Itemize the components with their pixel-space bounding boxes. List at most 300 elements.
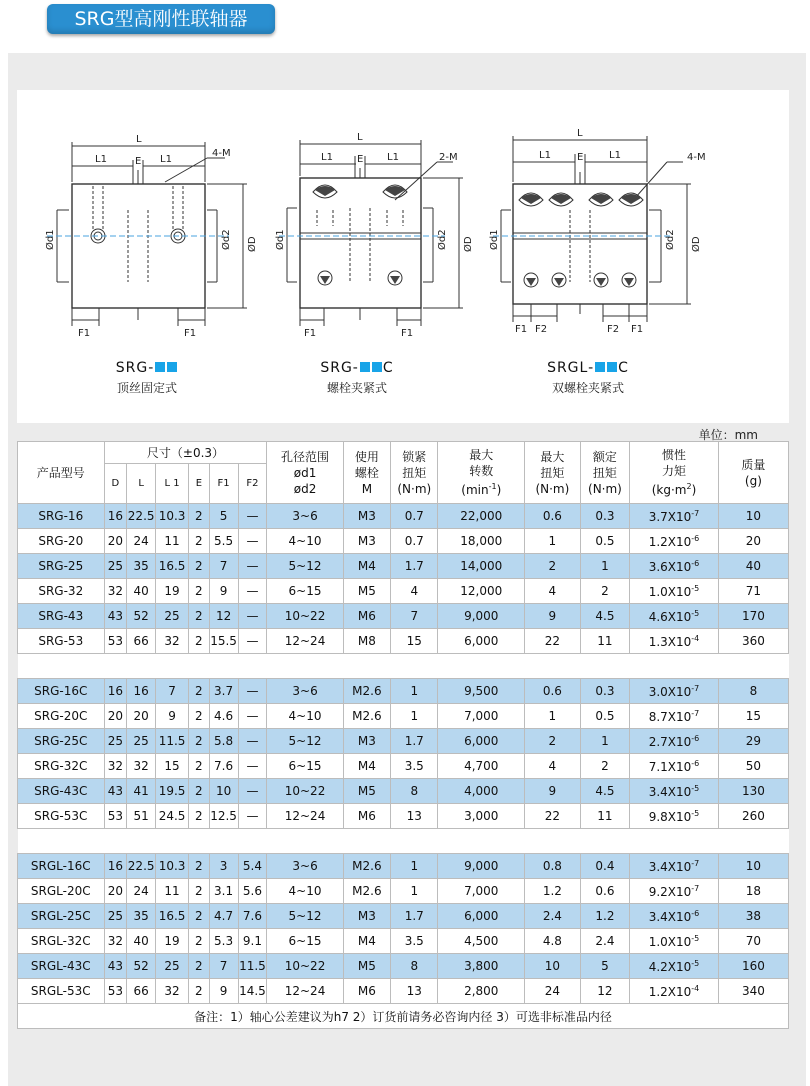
cell-f2: —	[238, 554, 267, 579]
cell-bolt: M3	[343, 729, 390, 754]
cell-d: 32	[104, 929, 127, 954]
cell-speed: 4,000	[438, 779, 525, 804]
cell-speed: 2,800	[438, 979, 525, 1004]
cell-maxt: 10	[525, 954, 581, 979]
cell-maxt: 22	[525, 629, 581, 654]
dim-F2-left: F2	[535, 324, 548, 335]
inertia-base: 3.7X10	[648, 509, 692, 524]
cell-speed: 7,000	[438, 704, 525, 729]
cell-maxt: 0.8	[525, 854, 581, 879]
cell-model: SRG-53C	[18, 804, 105, 829]
cell-e: 2	[189, 879, 210, 904]
cell-l1: 11.5	[156, 729, 189, 754]
cell-lock: 1	[391, 879, 438, 904]
inertia-exponent: -6	[691, 908, 700, 918]
dim-F1-left: F1	[78, 328, 91, 339]
dim-d1: Ød1	[275, 229, 286, 250]
cell-inertia	[630, 754, 719, 779]
cell-bolt: M2.6	[343, 704, 390, 729]
cell-l: 40	[127, 579, 156, 604]
cell-model: SRG-20	[18, 529, 105, 554]
cell-f2: —	[238, 679, 267, 704]
cell-f1: 5	[209, 504, 238, 529]
cell-maxt: 0.6	[525, 679, 581, 704]
cell-l: 24	[127, 879, 156, 904]
inertia-exponent: -4	[691, 983, 700, 993]
cell-mass: 20	[718, 529, 788, 554]
cell-d: 25	[104, 729, 127, 754]
cell-ratedt: 0.3	[580, 679, 629, 704]
header-inertia: 惯性 力矩 $(kg\cdot m^2)$	[630, 442, 719, 504]
dim-F1-right: F1	[184, 328, 197, 339]
cell-lock: 1	[391, 854, 438, 879]
cell-l1: 32	[156, 629, 189, 654]
inertia-base: 3.4X10	[648, 859, 692, 874]
inertia-base: 8.7X10	[648, 709, 692, 724]
cell-f2: —	[238, 604, 267, 629]
cell-ratedt: 5	[580, 954, 629, 979]
table-row	[18, 904, 789, 929]
cell-d: 32	[104, 579, 127, 604]
cell-inertia	[630, 729, 719, 754]
cell-mass: 15	[718, 704, 788, 729]
cell-l: 66	[127, 979, 156, 1004]
header-bolt: 使用 螺栓 M	[343, 442, 390, 504]
cell-bore: 6~15	[267, 929, 343, 954]
cell-inertia	[630, 679, 719, 704]
cell-d: 20	[104, 879, 127, 904]
cell-inertia	[630, 604, 719, 629]
inertia-base: 3.4X10	[648, 784, 692, 799]
cell-inertia	[630, 804, 719, 829]
cell-e: 2	[189, 804, 210, 829]
cell-l1: 11	[156, 529, 189, 554]
cell-model: SRG-53	[18, 629, 105, 654]
dim-E: E	[357, 154, 364, 165]
cell-inertia	[630, 529, 719, 554]
cell-ratedt: 11	[580, 629, 629, 654]
cell-f2: 9.1	[238, 929, 267, 954]
cell-maxt: 4	[525, 754, 581, 779]
cell-lock: 8	[391, 954, 438, 979]
cell-e: 2	[189, 629, 210, 654]
cell-ratedt: 0.6	[580, 879, 629, 904]
cell-bolt: M2.6	[343, 854, 390, 879]
dim-L: L	[136, 134, 142, 145]
cell-l1: 16.5	[156, 554, 189, 579]
header-max-torque: 最大 扭矩 (N·m)	[525, 442, 581, 504]
table-row	[18, 679, 789, 704]
cell-maxt: 2	[525, 554, 581, 579]
cell-inertia	[630, 879, 719, 904]
inertia-exponent: -6	[691, 533, 700, 543]
cell-bore: 3~6	[267, 679, 343, 704]
cell-f1: 10	[209, 779, 238, 804]
inertia-exponent: -7	[691, 683, 700, 693]
cell-l: 35	[127, 904, 156, 929]
cell-bore: 4~10	[267, 704, 343, 729]
cell-e: 2	[189, 579, 210, 604]
dim-M: 2-M	[439, 152, 458, 163]
inertia-base: 1.2X10	[648, 984, 692, 999]
cell-speed: 6,000	[438, 729, 525, 754]
cell-l: 40	[127, 929, 156, 954]
cell-inertia	[630, 954, 719, 979]
cell-l1: 25	[156, 954, 189, 979]
cell-l: 52	[127, 954, 156, 979]
cell-f1: 7	[209, 954, 238, 979]
cell-f1: 12.5	[209, 804, 238, 829]
cell-bore: 10~22	[267, 954, 343, 979]
cell-l1: 7	[156, 679, 189, 704]
cell-e: 2	[189, 854, 210, 879]
cell-bore: 6~15	[267, 754, 343, 779]
cell-model: SRG-20C	[18, 704, 105, 729]
cell-f2: 14.5	[238, 979, 267, 1004]
inertia-base: 3.6X10	[648, 559, 692, 574]
cell-mass: 10	[718, 504, 788, 529]
inertia-base: 4.2X10	[648, 959, 692, 974]
cell-l: 66	[127, 629, 156, 654]
cell-model: SRGL-16C	[18, 854, 105, 879]
cell-d: 20	[104, 704, 127, 729]
cell-l: 20	[127, 704, 156, 729]
cell-speed: 9,500	[438, 679, 525, 704]
cell-speed: 3,000	[438, 804, 525, 829]
cell-d: 43	[104, 779, 127, 804]
dim-L1-right: L1	[609, 150, 621, 161]
cell-speed: 6,000	[438, 904, 525, 929]
table-row	[18, 729, 789, 754]
dim-L1-left: L1	[95, 154, 107, 165]
inertia-base: 1.2X10	[648, 534, 692, 549]
header-L1: L 1	[156, 464, 189, 504]
cell-ratedt: 1	[580, 554, 629, 579]
cell-bore: 6~15	[267, 579, 343, 604]
cell-mass: 40	[718, 554, 788, 579]
cell-ratedt: 0.5	[580, 529, 629, 554]
dim-L1-left: L1	[321, 152, 333, 163]
table-row	[18, 854, 789, 879]
cell-maxt: 24	[525, 979, 581, 1004]
cell-maxt: 2.4	[525, 904, 581, 929]
inertia-base: 3.0X10	[648, 684, 692, 699]
table-note: 备注：1）轴心公差建议为h7 2）订货前请务必咨询内径 3）可选非标准品内径	[18, 1004, 789, 1029]
cell-l1: 25	[156, 604, 189, 629]
cell-f2: 5.6	[238, 879, 267, 904]
cell-bolt: M3	[343, 904, 390, 929]
header-max-speed: 最大 转数 $(\min^{-1})$	[438, 442, 525, 504]
cell-lock: 1	[391, 679, 438, 704]
caption-srgl-c-desc: 双螺栓夹紧式	[551, 381, 624, 395]
caption-srg-model: SRG-	[115, 360, 155, 376]
cell-d: 16	[104, 679, 127, 704]
cell-f2: —	[238, 754, 267, 779]
cell-speed: 22,000	[438, 504, 525, 529]
dim-d1: Ød1	[45, 229, 56, 250]
cell-mass: 10	[718, 854, 788, 879]
cell-f1: 3.1	[209, 879, 238, 904]
cell-inertia	[630, 854, 719, 879]
cell-e: 2	[189, 704, 210, 729]
cell-e: 2	[189, 729, 210, 754]
cell-speed: 6,000	[438, 629, 525, 654]
caption-srg-desc: 顶丝固定式	[116, 381, 177, 395]
cell-speed: 12,000	[438, 579, 525, 604]
table-row	[18, 504, 789, 529]
cell-l1: 24.5	[156, 804, 189, 829]
cell-bolt: M2.6	[343, 679, 390, 704]
cell-mass: 38	[718, 904, 788, 929]
inertia-exponent: -7	[691, 883, 700, 893]
cell-l1: 19	[156, 929, 189, 954]
spec-table-body	[18, 504, 789, 1029]
cell-lock: 13	[391, 804, 438, 829]
inertia-base: 3.4X10	[648, 909, 692, 924]
cell-maxt: 9	[525, 604, 581, 629]
dim-L1-right: L1	[387, 152, 399, 163]
cell-e: 2	[189, 779, 210, 804]
cell-e: 2	[189, 954, 210, 979]
table-row	[18, 954, 789, 979]
dim-L: L	[357, 132, 363, 143]
dim-F1-right: F1	[631, 324, 644, 335]
cell-lock: 1.7	[391, 904, 438, 929]
cell-bore: 12~24	[267, 979, 343, 1004]
dim-F1-right: F1	[401, 328, 414, 339]
table-row	[18, 554, 789, 579]
cell-d: 43	[104, 954, 127, 979]
inertia-exponent: -6	[691, 558, 700, 568]
cell-ratedt: 2	[580, 754, 629, 779]
cell-e: 2	[189, 679, 210, 704]
page-title-badge	[47, 4, 275, 34]
dim-E: E	[577, 152, 584, 163]
cell-d: 25	[104, 554, 127, 579]
cell-bolt: M6	[343, 979, 390, 1004]
cell-maxt: 1	[525, 529, 581, 554]
table-row	[18, 879, 789, 904]
dim-D: ØD	[247, 236, 258, 252]
dim-M: 4-M	[687, 152, 706, 163]
cell-lock: 8	[391, 779, 438, 804]
cell-bolt: M4	[343, 554, 390, 579]
dim-d2: Ød2	[665, 229, 676, 250]
dim-E: E	[135, 156, 142, 167]
inertia-exponent: -5	[691, 608, 700, 618]
cell-e: 2	[189, 504, 210, 529]
cell-maxt: 1	[525, 704, 581, 729]
cell-e: 2	[189, 929, 210, 954]
dim-F1-left: F1	[304, 328, 317, 339]
inertia-exponent: -4	[691, 633, 700, 643]
cell-bore: 4~10	[267, 529, 343, 554]
cell-bore: 10~22	[267, 779, 343, 804]
blank-square-icon	[372, 362, 382, 372]
cell-l1: 10.3	[156, 854, 189, 879]
cell-bore: 5~12	[267, 729, 343, 754]
srgl-c-double-clamp-diagram	[489, 90, 789, 360]
cell-model: SRGL-32C	[18, 929, 105, 954]
srg-set-screw-diagram	[17, 90, 277, 360]
cell-speed: 14,000	[438, 554, 525, 579]
cell-l1: 15	[156, 754, 189, 779]
cell-speed: 4,700	[438, 754, 525, 779]
cell-lock: 3.5	[391, 929, 438, 954]
cell-bolt: M6	[343, 804, 390, 829]
inertia-base: 1.0X10	[648, 584, 692, 599]
dim-M: 4-M	[212, 148, 231, 159]
cell-ratedt: 2.4	[580, 929, 629, 954]
cell-lock: 1	[391, 704, 438, 729]
blank-square-icon	[167, 362, 177, 372]
cell-inertia	[630, 554, 719, 579]
cell-d: 25	[104, 904, 127, 929]
header-L: L	[127, 464, 156, 504]
note-row	[18, 1004, 789, 1029]
table-row	[18, 804, 789, 829]
cell-lock: 0.7	[391, 529, 438, 554]
inertia-exponent: -7	[691, 708, 700, 718]
cell-speed: 4,500	[438, 929, 525, 954]
cell-maxt: 9	[525, 779, 581, 804]
cell-bolt: M3	[343, 504, 390, 529]
cell-speed: 9,000	[438, 854, 525, 879]
blank-square-icon	[360, 362, 370, 372]
inertia-base: 9.8X10	[648, 809, 692, 824]
header-F1: F1	[209, 464, 238, 504]
dim-d1: Ød1	[489, 229, 500, 250]
cell-f2: —	[238, 779, 267, 804]
cell-maxt: 0.6	[525, 504, 581, 529]
cell-bolt: M3	[343, 529, 390, 554]
cell-ratedt: 0.5	[580, 704, 629, 729]
cell-bore: 12~24	[267, 804, 343, 829]
cell-inertia	[630, 704, 719, 729]
dim-F2-right: F2	[607, 324, 620, 335]
cell-bore: 10~22	[267, 604, 343, 629]
cell-l: 22.5	[127, 504, 156, 529]
spec-table	[17, 441, 789, 1029]
cell-bore: 3~6	[267, 504, 343, 529]
caption-srg	[87, 360, 207, 396]
cell-d: 43	[104, 604, 127, 629]
cell-l: 16	[127, 679, 156, 704]
cell-lock: 0.7	[391, 504, 438, 529]
cell-ratedt: 4.5	[580, 604, 629, 629]
caption-srgl-c: SRGL- C 双螺栓夹紧式	[523, 360, 653, 396]
inertia-exponent: -7	[691, 508, 700, 518]
cell-d: 16	[104, 504, 127, 529]
cell-f1: 4.7	[209, 904, 238, 929]
cell-e: 2	[189, 554, 210, 579]
inertia-exponent: -6	[691, 758, 700, 768]
cell-l1: 9	[156, 704, 189, 729]
cell-l: 24	[127, 529, 156, 554]
cell-maxt: 4.8	[525, 929, 581, 954]
inertia-exponent: -5	[691, 958, 700, 968]
cell-f1: 5.8	[209, 729, 238, 754]
caption-srgl-c-model: SRGL-	[547, 360, 595, 376]
inertia-base: 9.2X10	[648, 884, 692, 899]
cell-f1: 5.5	[209, 529, 238, 554]
cell-d: 53	[104, 804, 127, 829]
cell-ratedt: 12	[580, 979, 629, 1004]
header-E: E	[189, 464, 210, 504]
header-rated-torque: 额定 扭矩 (N·m)	[580, 442, 629, 504]
cell-model: SRG-25	[18, 554, 105, 579]
cell-speed: 18,000	[438, 529, 525, 554]
cell-e: 2	[189, 754, 210, 779]
header-mass: 质量 (g)	[718, 442, 788, 504]
cell-lock: 1.7	[391, 729, 438, 754]
cell-d: 16	[104, 854, 127, 879]
cell-d: 53	[104, 979, 127, 1004]
cell-maxt: 22	[525, 804, 581, 829]
cell-model: SRG-32	[18, 579, 105, 604]
cell-l1: 10.3	[156, 504, 189, 529]
inertia-base: 2.7X10	[648, 734, 692, 749]
cell-l: 25	[127, 729, 156, 754]
cell-f1: 15.5	[209, 629, 238, 654]
cell-lock: 3.5	[391, 754, 438, 779]
cell-f2: —	[238, 629, 267, 654]
cell-bolt: M5	[343, 579, 390, 604]
cell-mass: 18	[718, 879, 788, 904]
cell-f2: 5.4	[238, 854, 267, 879]
cell-f1: 9	[209, 979, 238, 1004]
inertia-exponent: -5	[691, 783, 700, 793]
cell-inertia	[630, 504, 719, 529]
cell-ratedt: 1.2	[580, 904, 629, 929]
cell-lock: 15	[391, 629, 438, 654]
cell-bore: 4~10	[267, 879, 343, 904]
cell-l1: 11	[156, 879, 189, 904]
dim-F1-left: F1	[515, 324, 528, 335]
cell-model: SRG-16	[18, 504, 105, 529]
cell-bolt: M6	[343, 604, 390, 629]
cell-inertia	[630, 579, 719, 604]
cell-bolt: M8	[343, 629, 390, 654]
inertia-base: 4.6X10	[648, 609, 692, 624]
inertia-exponent: -5	[691, 933, 700, 943]
table-row	[18, 979, 789, 1004]
cell-d: 20	[104, 529, 127, 554]
cell-maxt: 1.2	[525, 879, 581, 904]
cell-model: SRG-25C	[18, 729, 105, 754]
cell-l: 22.5	[127, 854, 156, 879]
cell-f1: 3.7	[209, 679, 238, 704]
cell-ratedt: 0.3	[580, 504, 629, 529]
cell-model: SRGL-43C	[18, 954, 105, 979]
cell-maxt: 4	[525, 579, 581, 604]
cell-d: 32	[104, 754, 127, 779]
cell-ratedt: 11	[580, 804, 629, 829]
header-F2: F2	[238, 464, 267, 504]
cell-maxt: 2	[525, 729, 581, 754]
inertia-base: 1.0X10	[648, 934, 692, 949]
dim-D: ØD	[691, 236, 702, 252]
cell-mass: 160	[718, 954, 788, 979]
cell-l: 35	[127, 554, 156, 579]
table-row	[18, 929, 789, 954]
cell-e: 2	[189, 904, 210, 929]
cell-ratedt: 4.5	[580, 779, 629, 804]
cell-f1: 5.3	[209, 929, 238, 954]
dim-d2: Ød2	[221, 229, 232, 250]
table-row	[18, 779, 789, 804]
cell-mass: 360	[718, 629, 788, 654]
